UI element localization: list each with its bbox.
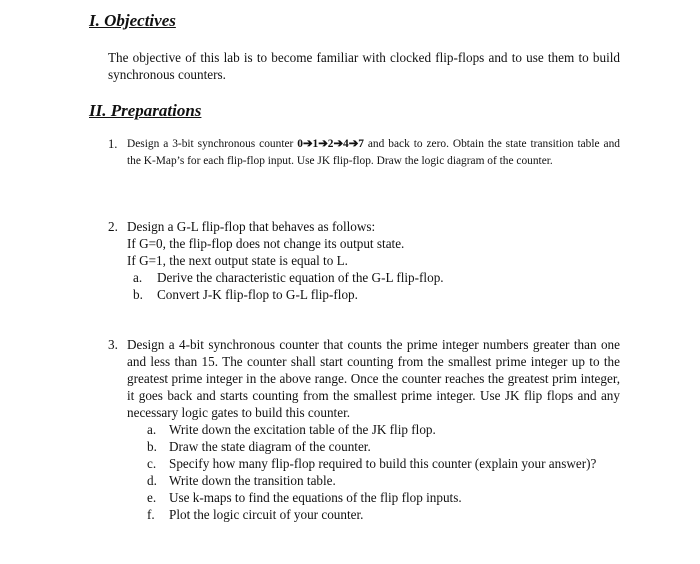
preparations-heading: II. Preparations: [89, 101, 202, 120]
subitem-text: Plot the logic circuit of your counter.: [169, 507, 364, 522]
subitem-text: Use k-maps to find the equations of the flip flop inputs.: [169, 490, 462, 505]
preparation-item-2: [108, 218, 620, 303]
objectives-heading: I. Objectives: [89, 11, 176, 30]
item-text-before: Design a 3-bit synchronous counter: [127, 138, 298, 150]
subitem-letter: c.: [147, 456, 157, 471]
subitem-text: Specify how many flip-flop required to build this counter (explain your answer)?: [169, 456, 597, 471]
state-sequence: 0➔1➔2➔4➔7: [297, 138, 364, 150]
subitem-a: [147, 421, 620, 438]
item-number: 2.: [108, 219, 118, 234]
subitem-text: Draw the state diagram of the counter.: [169, 439, 371, 454]
subitem-text: Write down the excitation table of the JK flip flop.: [169, 422, 436, 437]
subitem-letter: b.: [133, 287, 143, 302]
item-number: 3.: [108, 337, 118, 352]
subitem-text: Write down the transition table.: [169, 473, 336, 488]
subitem-c: [147, 455, 620, 472]
subitem-d: [147, 472, 620, 489]
item-line: If G=1, the next output state is equal to L.: [127, 253, 348, 268]
subitem-letter: e.: [147, 490, 157, 505]
subitem-letter: a.: [147, 422, 157, 437]
item-text: [127, 218, 620, 303]
subitem-letter: a.: [133, 270, 143, 285]
subitem-text: Convert J-K flip-flop to G-L flip-flop.: [157, 287, 358, 302]
subitem-b: [147, 438, 620, 455]
subitem-b: [133, 286, 620, 303]
item-line: Design a G-L flip-flop that behaves as follows:: [127, 219, 376, 234]
item-text: [127, 136, 620, 169]
subitem-letter: f.: [147, 507, 155, 522]
item-text-after: and back to zero. Obtain the state transition table and the K-Map’s for each flip-flop input. Use JK flip-flop. Draw the logic diagram of the counter.: [127, 138, 620, 167]
item-paragraph: Design a 4-bit synchronous counter that counts the prime integer numbers greater than one and less than 15. The counter shall start counting from the smallest prime integer up to the greatest prime integer in the above range. Once the counter reaches the greatest prim integer, it goes back and starts counting from the smallest prime integer. Use JK flip flops and any necessary logic gates to build this counter.: [127, 337, 620, 420]
preparation-item-3: [108, 336, 620, 523]
subitem-f: [147, 506, 620, 523]
item-line: If G=0, the flip-flop does not change its output state.: [127, 236, 405, 251]
preparation-item-1: [108, 136, 620, 169]
subitem-text: Derive the characteristic equation of the G-L flip-flop.: [157, 270, 444, 285]
objectives-text: The objective of this lab is to become familiar with clocked flip-flops and to use them to build synchronous counters.: [108, 50, 620, 82]
subitem-a: [133, 269, 620, 286]
subitem-e: [147, 489, 620, 506]
item-text: [127, 336, 620, 523]
subitem-letter: b.: [147, 439, 157, 454]
subitem-letter: d.: [147, 473, 157, 488]
item-number: 1.: [108, 137, 118, 151]
